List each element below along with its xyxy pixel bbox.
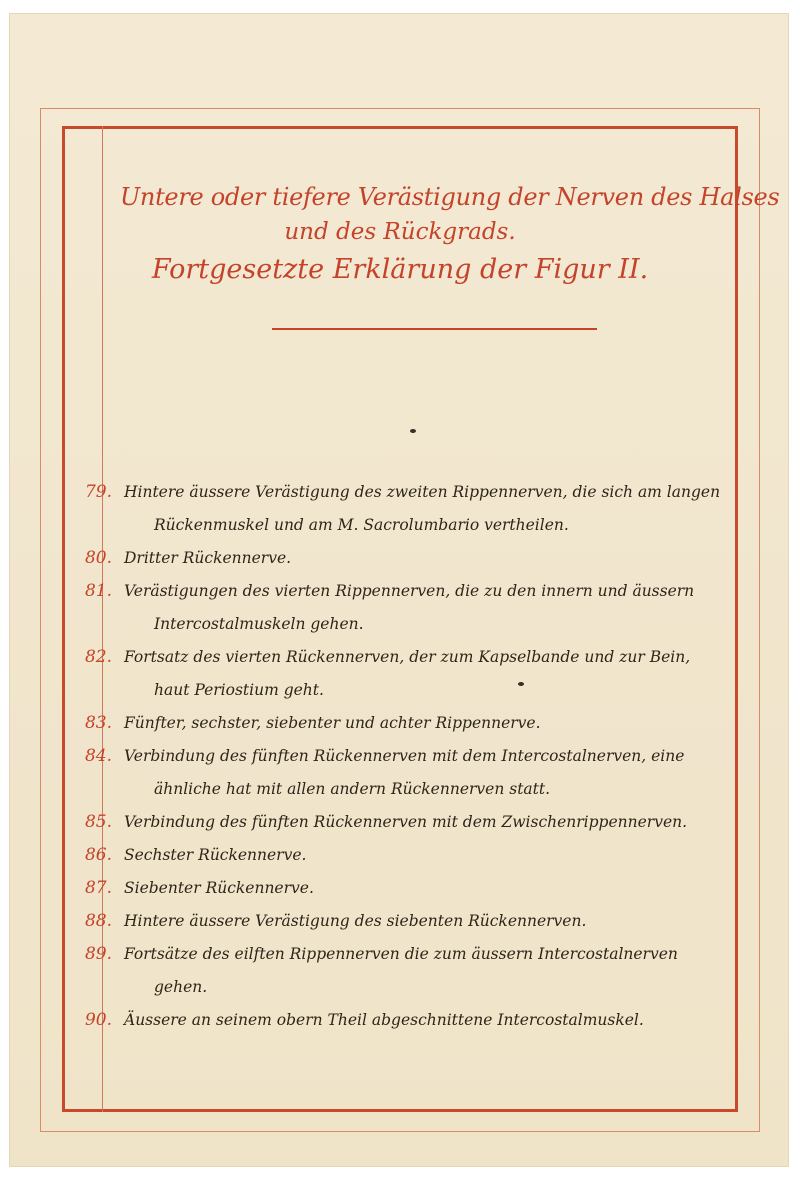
entry-text: [114, 905, 734, 938]
entry-number: 90.: [84, 1010, 112, 1030]
list-item: [74, 542, 734, 575]
entry-text: [114, 542, 734, 575]
entry-number: 86.: [84, 845, 112, 865]
entry-list: [74, 476, 734, 1037]
entry-line: Sechster Rückennerve.: [124, 846, 307, 864]
list-item: [74, 938, 734, 1004]
entry-number: 88.: [84, 911, 112, 931]
entry-line: Hintere äussere Verästigung des zweiten Rippennerven, die sich am langen: [124, 483, 721, 501]
entry-line: Intercostalmuskeln gehen.: [154, 615, 364, 633]
entry-number: 85.: [84, 812, 112, 832]
entry-line: Hintere äussere Verästigung des siebenten Rückennerven.: [124, 912, 587, 930]
page-title: [120, 179, 780, 291]
entry-number: 79.: [84, 482, 112, 502]
entry-text: [114, 1004, 734, 1037]
entry-number: 82.: [84, 647, 112, 667]
manuscript-page: [10, 14, 788, 1166]
entry-number: 80.: [84, 548, 112, 568]
entry-text: [114, 806, 734, 839]
entry-line: Verbindung des fünften Rückennerven mit dem Intercostalnerven, eine: [124, 747, 685, 765]
entry-line: Äussere an seinem obern Theil abgeschnittene Intercostalmuskel.: [124, 1011, 644, 1029]
entry-line: Verästigungen des vierten Rippennerven, die zu den innern und äussern: [124, 582, 695, 600]
entry-line: Fortsätze des eilften Rippennerven die zum äussern Intercostalnerven: [124, 945, 678, 963]
entry-line: Fünfter, sechster, siebenter und achter Rippennerve.: [124, 714, 541, 732]
entry-text: [114, 707, 734, 740]
entry-text: [114, 938, 734, 1004]
title-underline: [272, 328, 597, 330]
list-item: [74, 1004, 734, 1037]
ink-spot: [410, 429, 416, 433]
list-item: [74, 872, 734, 905]
title-line-2: und des Rückgrads.: [284, 219, 516, 245]
title-line-3: Fortgesetzte Erklärung der Figur II.: [151, 254, 649, 285]
list-item: [74, 806, 734, 839]
entry-line: Fortsatz des vierten Rückennerven, der zum Kapselbande und zur Bein,: [124, 648, 691, 666]
entry-number: 87.: [84, 878, 112, 898]
entry-line: gehen.: [154, 978, 208, 996]
list-item: [74, 740, 734, 806]
entry-line: Verbindung des fünften Rückennerven mit dem Zwischenrippennerven.: [124, 813, 688, 831]
entry-number: 89.: [84, 944, 112, 964]
entry-text: [114, 740, 734, 806]
entry-text: [114, 872, 734, 905]
entry-line: Siebenter Rückennerve.: [124, 879, 314, 897]
entry-line: ähnliche hat mit allen andern Rückennerven statt.: [154, 780, 551, 798]
list-item: [74, 707, 734, 740]
entry-text: [114, 839, 734, 872]
entry-line: Rückenmuskel und am M. Sacrolumbario vertheilen.: [154, 516, 569, 534]
title-line-1: Untere oder tiefere Verästigung der Nerven des Halses: [120, 183, 780, 211]
list-item: [74, 641, 734, 707]
list-item: [74, 905, 734, 938]
list-item: [74, 476, 734, 542]
entry-text: [114, 476, 734, 542]
entry-number: 81.: [84, 581, 112, 601]
entry-number: 84.: [84, 746, 112, 766]
entry-text: [114, 641, 734, 707]
entry-text: [114, 575, 734, 641]
list-item: [74, 575, 734, 641]
list-item: [74, 839, 734, 872]
entry-line: haut Periostium geht.: [154, 681, 324, 699]
entry-line: Dritter Rückennerve.: [124, 549, 292, 567]
entry-number: 83.: [84, 713, 112, 733]
